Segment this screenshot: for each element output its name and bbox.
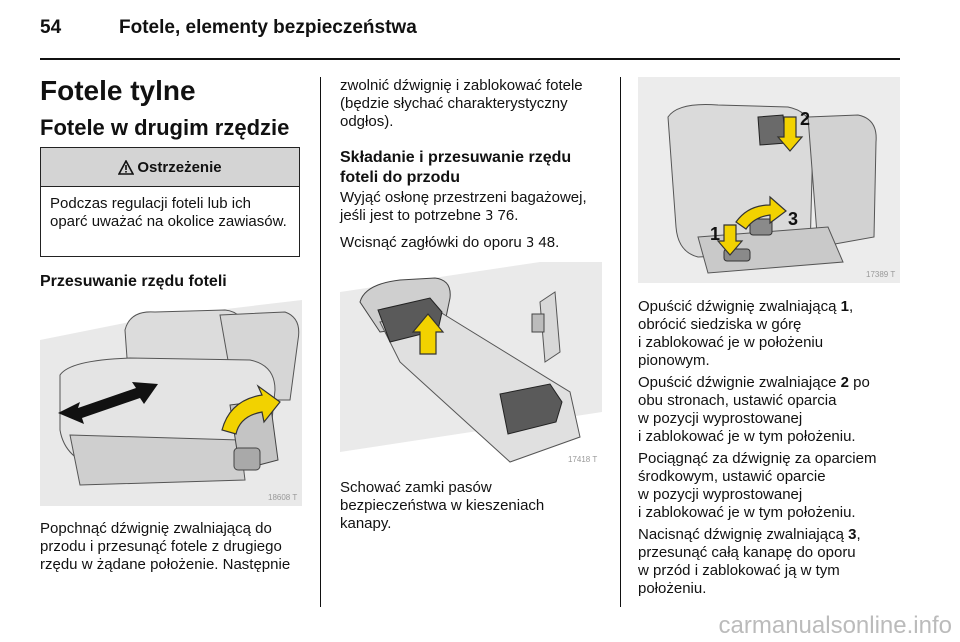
watermark: carmanualsonline.info — [718, 612, 952, 639]
paragraph-slide-instruction — [40, 520, 305, 574]
warning-body: Podczas regulacji foteli lub ich oparć uważać na okolice zawiasów. — [50, 195, 287, 230]
text-line: obrócić siedziska w górę — [638, 316, 802, 333]
page-header-title: Fotele, elementy bezpieczeństwa — [119, 17, 417, 38]
text-fragment: , — [848, 298, 854, 315]
text-fragment: Opuścić dźwignie zwalniające — [638, 374, 841, 391]
section-title: Fotele tylne — [40, 75, 196, 106]
text-line: zwolnić dźwignię i zablokować fotele — [340, 77, 583, 94]
heading-fold-seats — [340, 148, 571, 188]
page-ref[interactable]: 76. — [497, 207, 519, 224]
text-line: (będzie słychać charakterystyczny — [340, 95, 568, 112]
text-line — [638, 526, 900, 544]
text-fragment: Nacisnąć dźwignię zwalniającą — [638, 526, 849, 543]
text-line: obu stronach, ustawić oparcia — [638, 392, 837, 409]
text-line — [638, 374, 900, 392]
text-fragment: Opuścić dźwignię zwalniającą — [638, 298, 841, 315]
page-ref-arrow-icon: 3 — [525, 236, 535, 251]
heading-line: Składanie i przesuwanie rzędu — [340, 149, 572, 166]
text-line: w pozycji wyprostowanej — [638, 410, 803, 427]
text-line — [638, 298, 900, 316]
column-divider-2 — [620, 77, 621, 607]
warning-title: Ostrzeżenie — [137, 158, 222, 176]
callout-label-2: 2 — [800, 109, 811, 129]
text-line: przodu i przesunąć fotele z drugiego — [40, 538, 282, 555]
text-line: Popchnąć dźwignię zwalniającą do — [40, 520, 272, 537]
warning-header — [41, 148, 299, 187]
text-line: Schować zamki pasów — [340, 479, 492, 496]
text-line: i zablokować je w tym położeniu. — [638, 428, 856, 445]
text-line: Pociągnąć za dźwignię za oparciem — [638, 450, 877, 467]
figure-seat-slide — [40, 300, 302, 506]
text-fragment: Wcisnąć zagłówki do oporu — [340, 234, 522, 251]
text-line: środkowym, ustawić oparcie — [638, 468, 826, 485]
step-number: 3 — [848, 526, 857, 543]
text-line: kanapy. — [340, 515, 392, 532]
figure-code: 17389 T — [866, 270, 896, 279]
page-ref-arrow-icon: 3 — [485, 209, 494, 224]
figure-code: 17418 T — [568, 455, 598, 464]
warning-box — [40, 147, 300, 257]
paragraph-continued — [340, 77, 610, 131]
warning-triangle-icon — [118, 160, 134, 175]
text-fragment: , — [856, 526, 861, 543]
figure-code: 18608 T — [268, 493, 298, 502]
step-number: 1 — [840, 298, 849, 315]
text-line: przesunąć całą kanapę do oporu — [638, 544, 856, 561]
callout-label-3: 3 — [788, 209, 799, 229]
section-subtitle: Fotele w drugim rzędzie — [40, 115, 290, 140]
text-line: położeniu. — [638, 580, 707, 597]
column-divider-1 — [320, 77, 321, 607]
text-line — [340, 207, 610, 226]
text-line: Wyjąć osłonę przestrzeni bagażowej, — [340, 189, 587, 206]
paragraph-step-2 — [638, 374, 900, 446]
text-fragment: jeśli jest to potrzebne — [340, 207, 481, 224]
header-rule — [40, 58, 900, 60]
text-line: w pozycji wyprostowanej — [638, 486, 803, 503]
paragraph-belt-buckles — [340, 479, 610, 533]
text-line: pionowym. — [638, 352, 710, 369]
page-number: 54 — [40, 17, 62, 38]
heading-slide-seats: Przesuwanie rzędu foteli — [40, 273, 227, 290]
text-line: bezpieczeństwa w kieszeniach — [340, 497, 545, 514]
text-line: odgłos). — [340, 113, 394, 130]
figure-headrests — [340, 262, 602, 468]
paragraph-step-4 — [638, 526, 900, 598]
paragraph-step-3 — [638, 450, 900, 522]
figure-fold-bench — [638, 77, 900, 283]
callout-label-1: 1 — [710, 224, 721, 244]
paragraph-remove-cover — [340, 189, 610, 226]
text-line: i zablokować je w tym położeniu. — [638, 504, 856, 521]
page-ref[interactable]: 48. — [538, 234, 560, 251]
heading-line: foteli do przodu — [340, 169, 460, 186]
paragraph-headrests — [340, 234, 610, 253]
paragraph-step-1 — [638, 298, 900, 370]
text-line: w przód i zablokować ją w tym — [638, 562, 840, 579]
step-number: 2 — [840, 374, 849, 391]
text-line: rzędu w żądane położenie. Następnie — [40, 556, 291, 573]
text-line: i zablokować je w położeniu — [638, 334, 824, 351]
text-fragment: po — [848, 374, 870, 391]
